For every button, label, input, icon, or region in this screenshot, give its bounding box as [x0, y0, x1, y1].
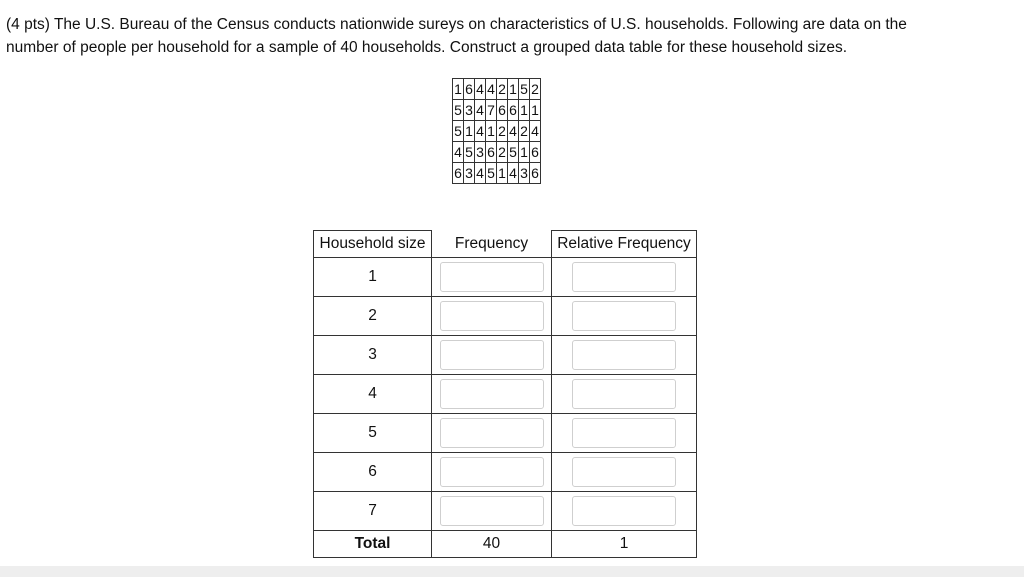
- raw-data-cell: 3: [519, 163, 530, 184]
- raw-data-cell: 4: [475, 121, 486, 142]
- raw-data-cell: 5: [453, 121, 464, 142]
- raw-data-cell: 2: [497, 121, 508, 142]
- raw-data-cell: 4: [475, 100, 486, 121]
- relative-frequency-input[interactable]: [572, 301, 676, 331]
- relative-frequency-input[interactable]: [572, 496, 676, 526]
- grouped-data-table: [313, 230, 697, 558]
- raw-data-cell: 4: [508, 121, 519, 142]
- raw-data-cell: 6: [497, 100, 508, 121]
- frequency-input[interactable]: [440, 457, 544, 487]
- raw-data-cell: 5: [453, 100, 464, 121]
- table-row: [314, 375, 697, 414]
- raw-data-cell: 1: [453, 79, 464, 100]
- household-size-cell: 5: [314, 414, 432, 453]
- raw-data-cell: 1: [519, 142, 530, 163]
- raw-data-cell: 3: [464, 100, 475, 121]
- raw-data-cell: 2: [519, 121, 530, 142]
- household-size-cell: 2: [314, 297, 432, 336]
- raw-data-cell: 4: [453, 142, 464, 163]
- raw-data-cell: 6: [464, 79, 475, 100]
- total-relative-frequency: 1: [552, 531, 697, 558]
- raw-data-row: [453, 121, 541, 142]
- raw-data-cell: 3: [475, 142, 486, 163]
- raw-data-cell: 6: [486, 142, 497, 163]
- raw-data-cell: 5: [519, 79, 530, 100]
- relative-frequency-input[interactable]: [572, 340, 676, 370]
- question-line-2: number of people per household for a sample of 40 households. Construct a grouped data table for these household sizes.: [6, 39, 847, 56]
- raw-data-cell: 2: [497, 79, 508, 100]
- total-label: Total: [314, 531, 432, 558]
- raw-data-cell: 1: [497, 163, 508, 184]
- relative-frequency-cell: [552, 297, 697, 336]
- question-text: [6, 13, 1006, 59]
- frequency-input[interactable]: [440, 379, 544, 409]
- raw-data-grid: [452, 78, 541, 184]
- raw-data-cell: 1: [486, 121, 497, 142]
- raw-data-cell: 5: [486, 163, 497, 184]
- table-row: [314, 336, 697, 375]
- raw-data-cell: 5: [508, 142, 519, 163]
- raw-data-cell: 6: [530, 163, 541, 184]
- raw-data-cell: 4: [475, 163, 486, 184]
- household-size-cell: 6: [314, 453, 432, 492]
- raw-data-cell: 6: [453, 163, 464, 184]
- relative-frequency-cell: [552, 336, 697, 375]
- household-size-cell: 3: [314, 336, 432, 375]
- household-size-cell: 1: [314, 258, 432, 297]
- raw-data-cell: 5: [464, 142, 475, 163]
- frequency-input[interactable]: [440, 340, 544, 370]
- relative-frequency-input[interactable]: [572, 418, 676, 448]
- raw-data-cell: 4: [486, 79, 497, 100]
- frequency-input[interactable]: [440, 262, 544, 292]
- relative-frequency-input[interactable]: [572, 379, 676, 409]
- frequency-cell: [432, 453, 552, 492]
- raw-data-cell: 1: [519, 100, 530, 121]
- table-row: [314, 297, 697, 336]
- header-frequency: Frequency: [432, 231, 552, 258]
- raw-data-row: [453, 163, 541, 184]
- raw-data-row: [453, 100, 541, 121]
- frequency-input[interactable]: [440, 418, 544, 448]
- raw-data-row: [453, 142, 541, 163]
- table-row: [314, 414, 697, 453]
- raw-data-row: [453, 79, 541, 100]
- raw-data-cell: 4: [530, 121, 541, 142]
- raw-data-cell: 2: [497, 142, 508, 163]
- total-frequency: 40: [432, 531, 552, 558]
- relative-frequency-input[interactable]: [572, 457, 676, 487]
- table-row: [314, 453, 697, 492]
- bottom-shade: [0, 566, 1024, 577]
- raw-data-cell: 6: [530, 142, 541, 163]
- relative-frequency-input[interactable]: [572, 262, 676, 292]
- header-household-size: Household size: [314, 231, 432, 258]
- raw-data-cell: 4: [475, 79, 486, 100]
- header-relative-frequency: Relative Frequency: [552, 231, 697, 258]
- raw-data-cell: 6: [508, 100, 519, 121]
- table-row: [314, 258, 697, 297]
- frequency-input[interactable]: [440, 496, 544, 526]
- relative-frequency-cell: [552, 414, 697, 453]
- frequency-cell: [432, 297, 552, 336]
- relative-frequency-cell: [552, 492, 697, 531]
- frequency-cell: [432, 258, 552, 297]
- frequency-input[interactable]: [440, 301, 544, 331]
- household-size-cell: 4: [314, 375, 432, 414]
- raw-data-cell: 2: [530, 79, 541, 100]
- frequency-cell: [432, 375, 552, 414]
- table-row: [314, 492, 697, 531]
- frequency-cell: [432, 336, 552, 375]
- relative-frequency-cell: [552, 258, 697, 297]
- raw-data-cell: 1: [508, 79, 519, 100]
- relative-frequency-cell: [552, 375, 697, 414]
- raw-data-cell: 3: [464, 163, 475, 184]
- raw-data-cell: 1: [530, 100, 541, 121]
- total-row: [314, 531, 697, 558]
- question-line-1: (4 pts) The U.S. Bureau of the Census conducts nationwide sureys on characteristics of U.S. households. Following are data on the: [6, 16, 907, 33]
- raw-data-cell: 1: [464, 121, 475, 142]
- frequency-cell: [432, 414, 552, 453]
- table-header-row: [314, 231, 697, 258]
- raw-data-cell: 4: [508, 163, 519, 184]
- frequency-cell: [432, 492, 552, 531]
- raw-data-cell: 7: [486, 100, 497, 121]
- relative-frequency-cell: [552, 453, 697, 492]
- household-size-cell: 7: [314, 492, 432, 531]
